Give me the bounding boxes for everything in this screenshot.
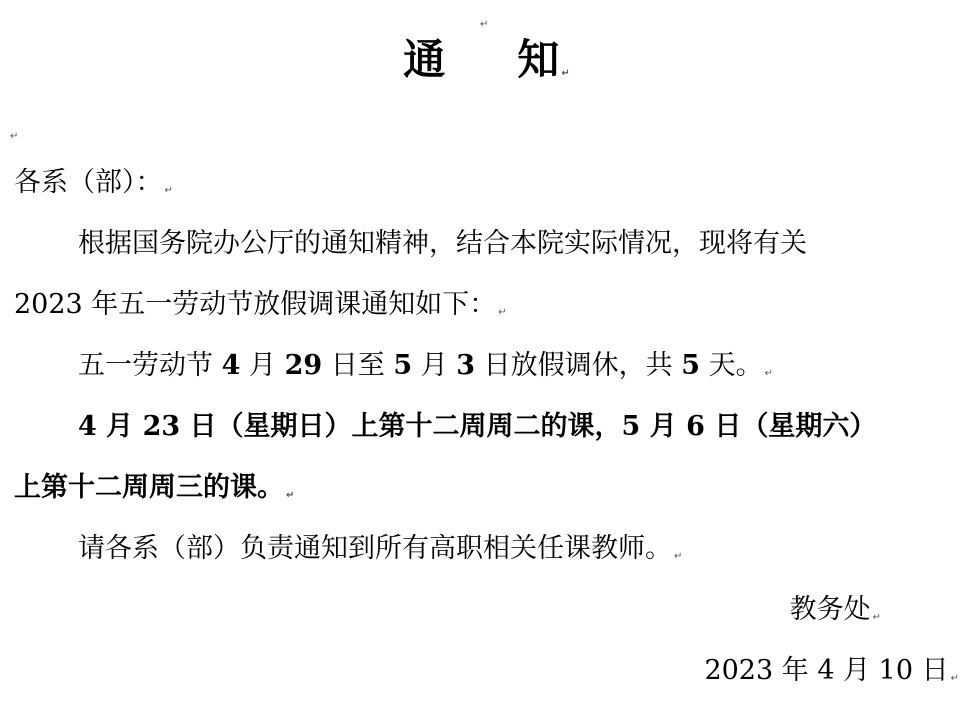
paragraph-mark: ↵ <box>480 19 489 30</box>
makeup-sentence-line-2: 上第十二周周三的课。 ↵ <box>14 472 295 503</box>
title-char-1: 通 <box>403 35 446 84</box>
request-sentence: 请各系（部）负责通知到所有高职相关任课教师。 ↵ <box>78 533 683 564</box>
body-paragraph-1-line-1: 根据国务院办公厅的通知精神，结合本院实际情况，现将有关 <box>78 228 807 259</box>
greeting: 各系（部）： ↵ <box>14 167 173 198</box>
body-paragraph-1-line-2: 2023 年五一劳动节放假调课通知如下： ↵ <box>14 289 507 320</box>
signature: 教务处 ↵ <box>789 594 881 625</box>
document-title: 通 知 ↵ <box>403 35 570 84</box>
holiday-sentence: 五一劳动节 4 月 29 日至 5 月 3 日放假调休，共 5 天。 ↵ <box>78 350 774 381</box>
makeup-sentence-line-1: 4 月 23 日（星期日）上第十二周周二的课，5 月 6 日（星期六） <box>78 411 877 442</box>
date: 2023 年 4 月 10 日 ↵ <box>704 655 959 686</box>
title-char-2: 知 <box>517 35 560 84</box>
paragraph-mark: ↵ <box>10 131 19 142</box>
